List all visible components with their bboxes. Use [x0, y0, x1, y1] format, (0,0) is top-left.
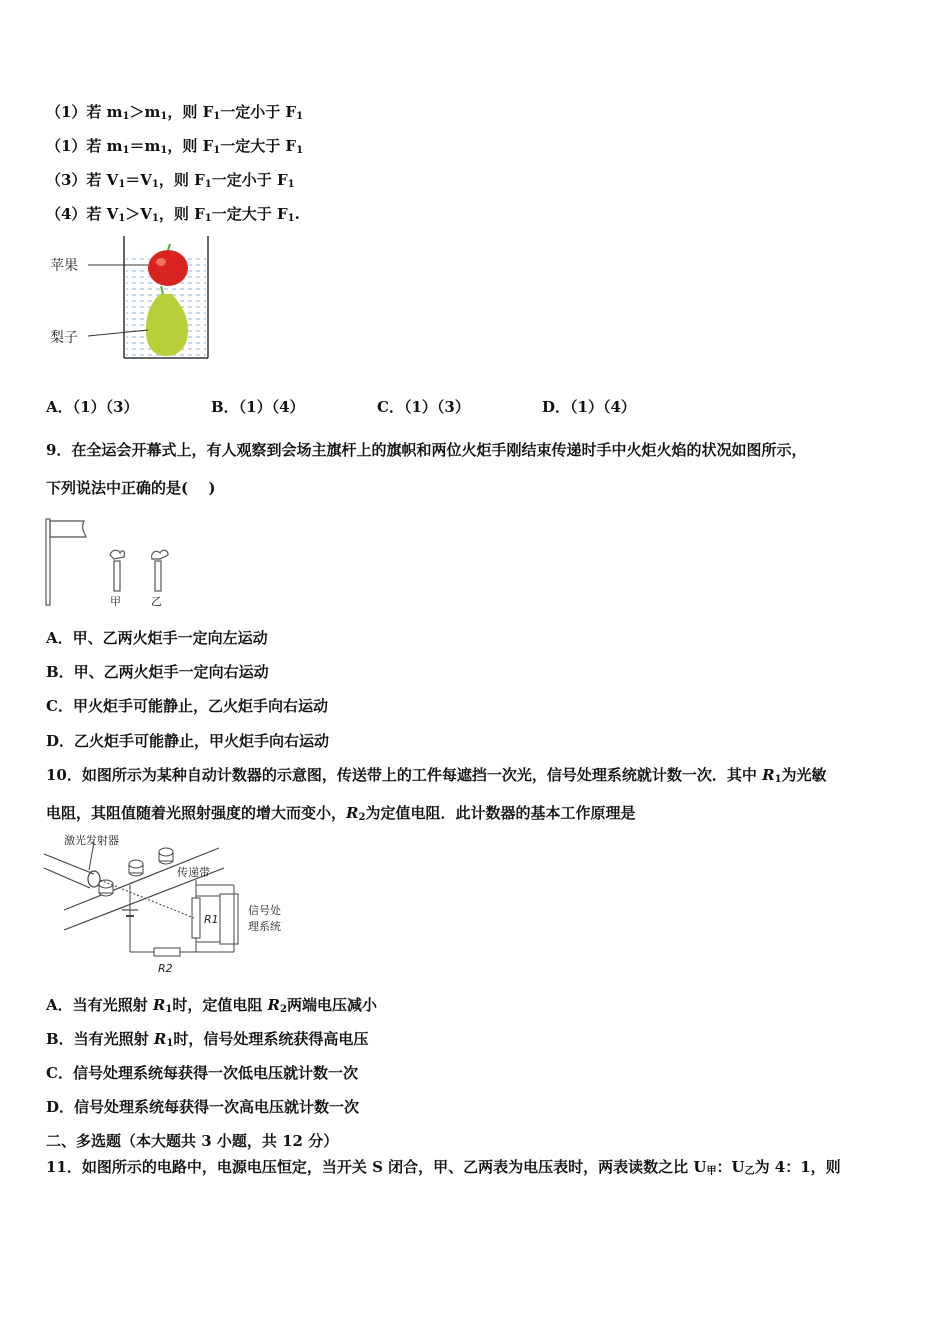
- q9-option-b: B．甲、乙两火炬手一定向右运动: [46, 663, 269, 681]
- q10-stem-line-1: 10．如图所示为某种自动计数器的示意图，传送带上的工件每遮挡一次光，信号处理系统就计数一次．其中 $R_1$为光敏: [46, 766, 827, 785]
- q10-option-d: D．信号处理系统每获得一次高电压就计数一次: [46, 1098, 360, 1116]
- signal-label-1: 信号处: [248, 904, 281, 917]
- r2-resistor: [154, 948, 180, 956]
- q8-statement-3: （3）若 $V_1=V_1$，则 $F_1$一定小于 $F_1$: [46, 171, 295, 190]
- r1-label: R1: [204, 913, 219, 926]
- apple-pear-figure: [44, 232, 214, 362]
- torch-jia-label: 甲: [110, 595, 121, 608]
- signal-system-box: [220, 894, 238, 944]
- q9-stem-line-1: 9．在全运会开幕式上，有人观察到会场主旗杆上的旗帜和两位火炬手刚结束传递时手中火炬火焰的状况如图所示，: [46, 441, 807, 459]
- q10-stem-line-2: 电阻，其阻值随着光照射强度的增大而变小，$R_2$为定值电阻．此计数器的基本工作原理是: [46, 804, 636, 823]
- counter-circuit-figure: [44, 830, 304, 980]
- q10-option-c: C．信号处理系统每获得一次低电压就计数一次: [46, 1064, 358, 1082]
- pear-label: 梨子: [50, 330, 78, 346]
- signal-label-2: 理系统: [248, 920, 281, 933]
- q8-statement-2: （1）若 $m_1=m_1$，则 $F_1$一定大于 $F_1$: [46, 137, 304, 156]
- torch-yi-label: 乙: [151, 595, 162, 608]
- flag-torch-figure: [44, 515, 184, 615]
- q9-option-a: A．甲、乙两火炬手一定向左运动: [46, 629, 268, 647]
- r2-label: R2: [158, 962, 173, 975]
- torch-jia-icon: [114, 561, 120, 591]
- q10-option-a: A．当有光照射 $R_1$时，定值电阻 $R_2$两端电压减小: [46, 996, 377, 1015]
- q8-option-b: B．（1）（4）: [211, 398, 305, 416]
- apple-shape: [148, 250, 188, 286]
- q10-option-b: B．当有光照射 $R_1$时，信号处理系统获得高电压: [46, 1030, 369, 1049]
- laser-label: 激光发射器: [64, 834, 119, 847]
- q8-option-d: D．（1）（4）: [542, 398, 636, 416]
- belt-label: 传递带: [177, 866, 210, 879]
- q8-option-c: C．（1）（3）: [377, 398, 470, 416]
- section-heading-multiple-choice: 二、多选题（本大题共 3 小题，共 12 分）: [46, 1132, 339, 1150]
- q11-stem: 11．如图所示的电路中，电源电压恒定，当开关 S 闭合，甲、乙两表为电压表时，两表读数之比 $U_甲$：$U_乙$为 4：1，则: [46, 1158, 841, 1177]
- q9-option-c: C．甲火炬手可能静止，乙火炬手向右运动: [46, 697, 328, 715]
- q8-statement-4: （4）若 $V_1>V_1$，则 $F_1$一定大于 $F_1$.: [46, 205, 300, 224]
- q9-option-d: D．乙火炬手可能静止，甲火炬手向右运动: [46, 732, 330, 750]
- q8-option-a: A．（1）（3）: [46, 398, 139, 416]
- flag-icon: [50, 521, 86, 537]
- apple-label: 苹果: [50, 258, 78, 274]
- q9-stem-line-2: 下列说法中正确的是( ): [46, 479, 216, 497]
- torch-yi-icon: [155, 561, 161, 591]
- q8-statement-1: （1）若 $m_1>m_1$，则 $F_1$一定小于 $F_1$: [46, 103, 304, 122]
